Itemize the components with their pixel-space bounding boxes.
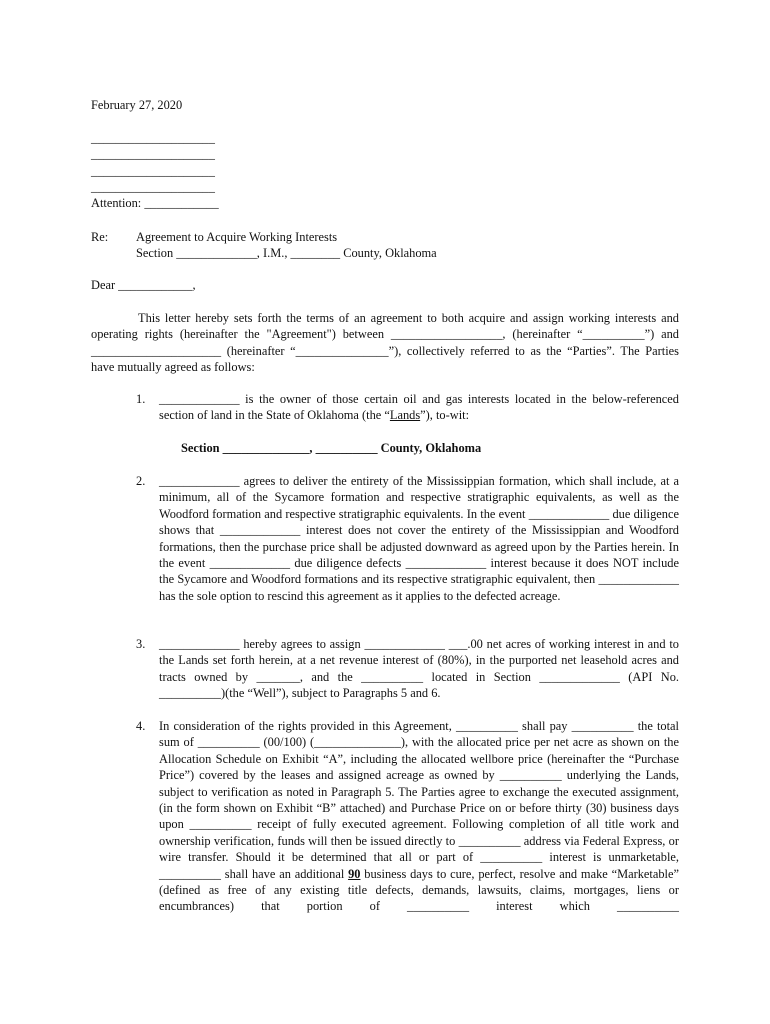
- list-item-2: [136, 473, 679, 604]
- item-number: 3.: [136, 637, 146, 651]
- item-text: _____________ agrees to deliver the entirety of the Mississippian formation, which shall include, at a minimum, all of the Sycamore formation and respective stratigraphic equivalents, as well as the Woodford formation and respective stratigraphic equivalents. In the event _____________ due diligence shows that _____________ interest does not cover the entirety of the Mississippian and Woodford formations, then the purchase price shall be adjusted downward as agreed upon by the Parties herein. In the event _____________ due diligence defects _____________ interest because it does NOT include the Sycamore and Woodford formations and its respective stratigraphic equivalent, then _____________ has the sole option to rescind this agreement as it applies to the defected acreage.: [159, 474, 679, 603]
- address-line: ____________________: [91, 164, 215, 178]
- item-text-part: _____________ is the owner of those certain oil and gas interests located in the below-referenced section of land in the State of Oklahoma (the “: [159, 392, 679, 423]
- item-text-part: ”), to-wit:: [420, 408, 470, 423]
- salutation: Dear ____________,: [91, 278, 196, 292]
- lands-term: Lands: [389, 408, 421, 423]
- re-subject: [136, 229, 437, 262]
- re-label: Re:: [91, 230, 109, 244]
- item-text-part: business days to cure, perfect, resolve and make “Marketable” (defined as free of any existing title defects, demands, lawsuits, claims, mortgages, liens or encumbrances) that portion of __________ interest which __________: [159, 866, 679, 914]
- item-number: 4.: [136, 719, 146, 733]
- list-item-3: [136, 636, 679, 702]
- letter-date: February 27, 2020: [91, 98, 183, 112]
- address-line: ____________________: [91, 147, 215, 161]
- address-line: ____________________: [91, 131, 215, 145]
- item-number: 1.: [136, 392, 146, 406]
- attention-line: Attention: ____________: [91, 196, 219, 210]
- intro-paragraph: [91, 310, 679, 376]
- intro-text: This letter hereby sets forth the terms of an agreement to both acquire and assign working interests and operating rights (hereinafter the "Agreement") between __________________, (hereinafter “__________”) and _____________________ (hereinafter “_______________”), collectively referred to as the “Parties”. The Parties have mutually agreed as follows:: [91, 311, 679, 375]
- re-subject-line: Agreement to Acquire Working Interests: [136, 230, 338, 244]
- item-text: [159, 391, 679, 424]
- cure-days-value: 90: [348, 866, 361, 881]
- re-subject-line: Section _____________, I.M., ________ County, Oklahoma: [136, 246, 437, 261]
- list-item-1: [136, 391, 679, 424]
- item-text: _____________ hereby agrees to assign _____________ ___.00 net acres of working interest in and to the Lands set forth herein, at a net revenue interest of (80%), in the purported net leasehold acres and tracts owned by _______, and the __________ located in Section _____________ (API No. __________)(the “Well”), subject to Paragraphs 5 and 6.: [159, 637, 679, 701]
- list-item-4: [136, 718, 679, 915]
- item-text: [159, 718, 679, 915]
- item-text-part: In consideration of the rights provided in this Agreement, __________ shall pay __________ the total sum of __________ (00/100) (______________), with the allocated price per net acre as shown on the Allocation Schedule on Exhibit “A”, including the allocated wellbore price (hereinafter the “Purchase Price”) covered by the leases and assigned acreage as owned by __________ underlying the Lands, subject to verification as noted in Paragraph 5. The Parties agree to exchange the executed assignment, (in the form shown on Exhibit “B” attached) and Purchase Price on or before thirty (30) business days upon __________ receipt of fully executed agreement. Following completion of all title work and ownership verification, funds will then be issued directly to __________ address via Federal Express, or wire transfer. Should it be determined that all or part of __________ interest is unmarketable, __________ shall have an additional: [159, 719, 679, 881]
- section-heading: Section ______________, __________ County, Oklahoma: [181, 441, 482, 455]
- item-number: 2.: [136, 474, 146, 488]
- address-line: ____________________: [91, 180, 215, 194]
